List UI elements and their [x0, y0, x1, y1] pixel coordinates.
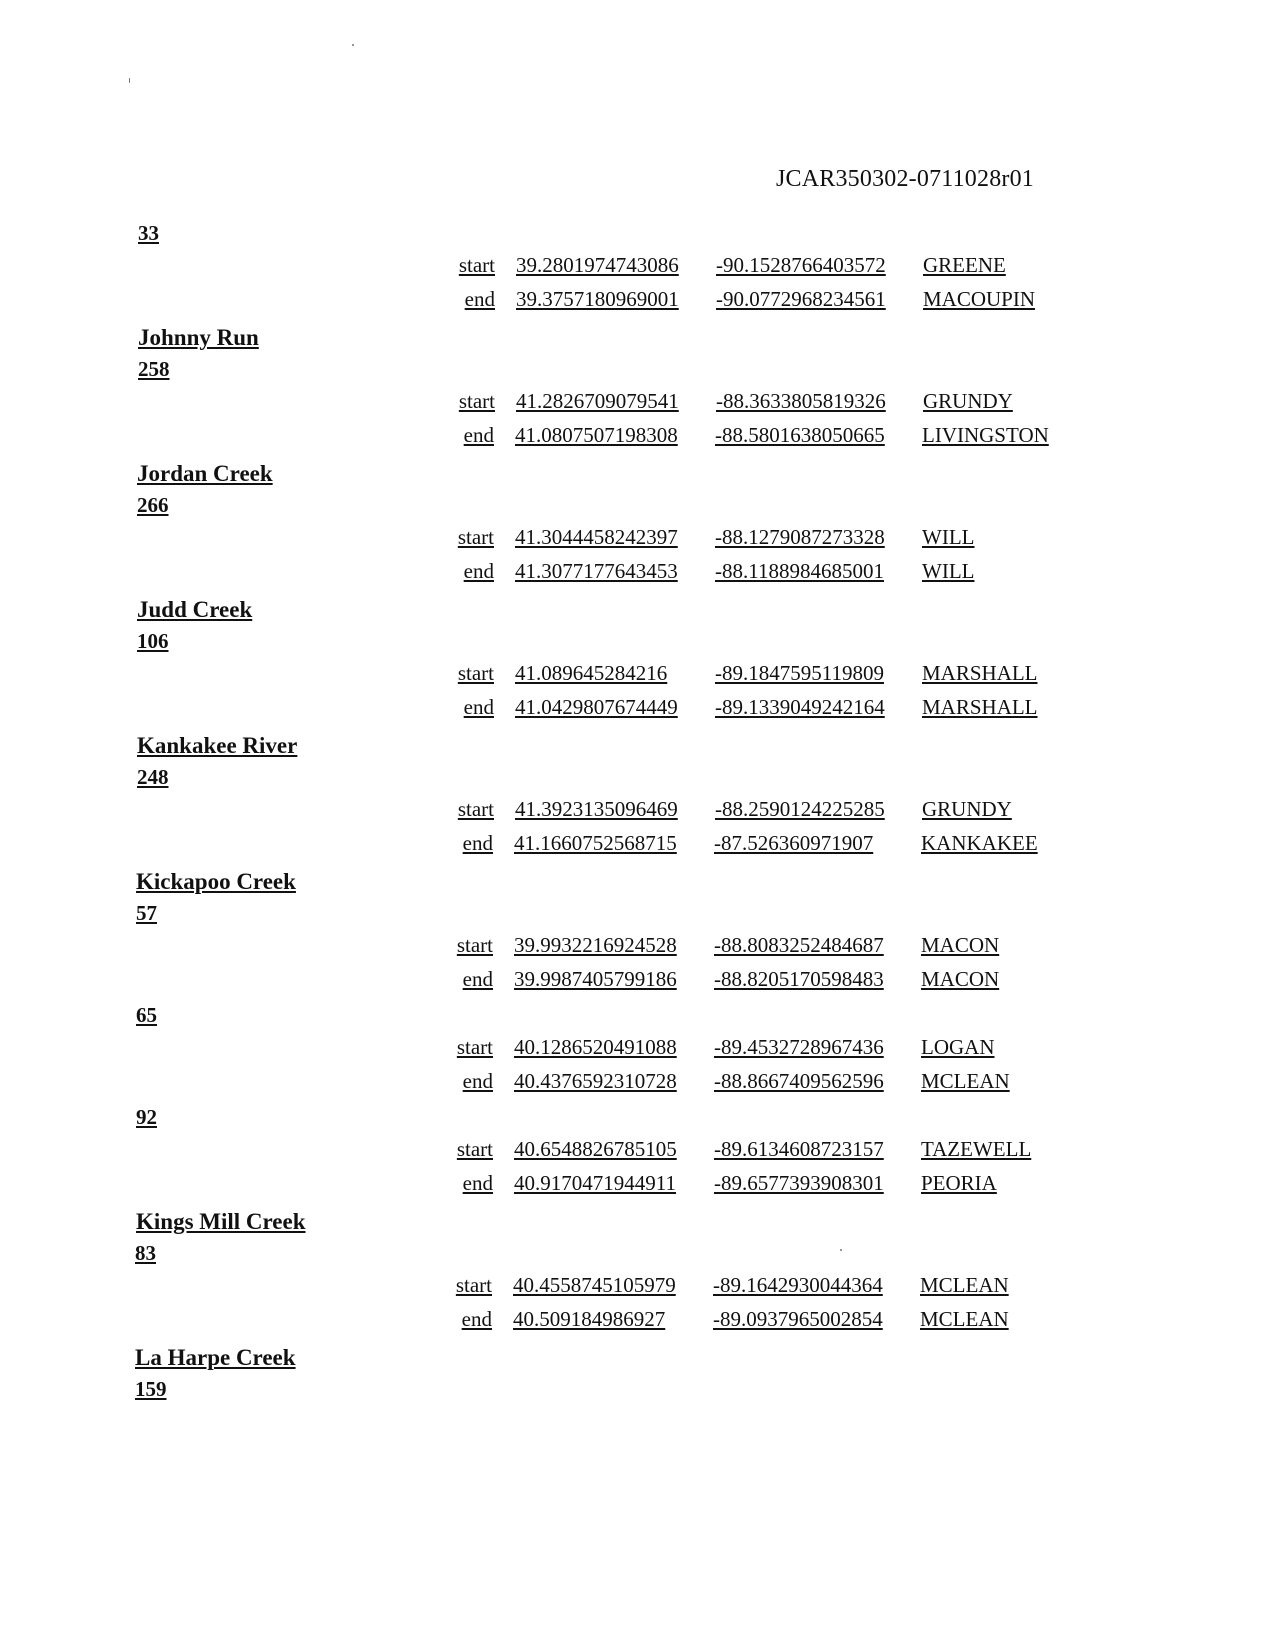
coordinate-row — [0, 933, 1276, 963]
longitude-value: -88.3633805819326 — [716, 389, 886, 413]
county-value: MCLEAN — [921, 1069, 1010, 1093]
county-value: MCLEAN — [920, 1307, 1009, 1331]
point-label: end — [462, 1171, 493, 1195]
coordinate-row — [0, 967, 1276, 997]
coordinate-row — [0, 525, 1276, 555]
segment-number: 248 — [137, 765, 169, 789]
segment-number: 83 — [135, 1241, 156, 1265]
document-id: JCAR350302-0711028r01 — [776, 166, 1034, 192]
coordinate-row — [0, 1069, 1276, 1099]
coordinate-row — [0, 1035, 1276, 1065]
coordinate-row — [0, 423, 1276, 453]
longitude-value: -88.5801638050665 — [715, 423, 885, 447]
latitude-value: 40.4376592310728 — [514, 1069, 677, 1093]
county-value: MARSHALL — [922, 661, 1038, 685]
latitude-value: 40.509184986927 — [513, 1307, 666, 1331]
segment-number: 65 — [136, 1003, 157, 1027]
stream-name: Johnny Run — [138, 325, 259, 350]
point-label: start — [458, 253, 495, 277]
county-value: LIVINGSTON — [922, 423, 1049, 447]
point-label: end — [464, 287, 495, 311]
point-label: end — [463, 423, 494, 447]
stream-name: La Harpe Creek — [135, 1345, 296, 1370]
county-value: GRUNDY — [923, 389, 1013, 413]
longitude-value: -90.1528766403572 — [716, 253, 886, 277]
coordinate-row — [0, 661, 1276, 691]
latitude-value: 40.6548826785105 — [514, 1137, 677, 1161]
segment-number: 159 — [135, 1377, 167, 1401]
county-value: WILL — [922, 559, 975, 583]
latitude-value: 41.3923135096469 — [515, 797, 678, 821]
point-label: start — [458, 389, 495, 413]
county-value: PEORIA — [921, 1171, 997, 1195]
stream-name: Kings Mill Creek — [136, 1209, 306, 1234]
longitude-value: -88.2590124225285 — [715, 797, 885, 821]
county-value: GREENE — [923, 253, 1006, 277]
latitude-value: 40.4558745105979 — [513, 1273, 676, 1297]
county-value: KANKAKEE — [921, 831, 1038, 855]
longitude-value: -88.8205170598483 — [714, 967, 884, 991]
county-value: TAZEWELL — [921, 1137, 1032, 1161]
latitude-value: 39.2801974743086 — [516, 253, 679, 277]
point-label: start — [457, 797, 494, 821]
latitude-value: 41.089645284216 — [515, 661, 668, 685]
point-label: end — [462, 1069, 493, 1093]
county-value: GRUNDY — [922, 797, 1012, 821]
segment-number: 266 — [137, 493, 169, 517]
point-label: start — [456, 1137, 493, 1161]
point-label: start — [456, 1035, 493, 1059]
stream-name: Jordan Creek — [137, 461, 273, 486]
scan-speck — [352, 44, 354, 46]
county-value: MCLEAN — [920, 1273, 1009, 1297]
coordinate-row — [0, 1307, 1276, 1337]
segment-number: 106 — [137, 629, 169, 653]
point-label: end — [461, 1307, 492, 1331]
county-value: MACON — [921, 967, 1000, 991]
latitude-value: 41.3077177643453 — [515, 559, 678, 583]
coordinate-row — [0, 287, 1276, 317]
longitude-value: -88.8667409562596 — [714, 1069, 884, 1093]
latitude-value: 41.0807507198308 — [515, 423, 678, 447]
longitude-value: -89.4532728967436 — [714, 1035, 884, 1059]
longitude-value: -89.1642930044364 — [713, 1273, 883, 1297]
point-label: end — [462, 831, 493, 855]
latitude-value: 41.0429807674449 — [515, 695, 678, 719]
longitude-value: -90.0772968234561 — [716, 287, 886, 311]
coordinate-row — [0, 389, 1276, 419]
coordinate-row — [0, 1273, 1276, 1303]
point-label: start — [457, 525, 494, 549]
coordinate-row — [0, 1171, 1276, 1201]
point-label: start — [455, 1273, 492, 1297]
coordinate-row — [0, 1137, 1276, 1167]
coordinate-row — [0, 797, 1276, 827]
longitude-value: -88.1188984685001 — [715, 559, 884, 583]
point-label: end — [463, 559, 494, 583]
county-value: WILL — [922, 525, 975, 549]
latitude-value: 39.3757180969001 — [516, 287, 679, 311]
stream-name: Kankakee River — [137, 733, 298, 758]
county-value: MARSHALL — [922, 695, 1038, 719]
stream-name: Kickapoo Creek — [136, 869, 296, 894]
coordinate-row — [0, 695, 1276, 725]
county-value: MACON — [921, 933, 1000, 957]
coordinate-row — [0, 559, 1276, 589]
point-label: start — [456, 933, 493, 957]
point-label: end — [462, 967, 493, 991]
segment-number: 92 — [136, 1105, 157, 1129]
latitude-value: 41.2826709079541 — [516, 389, 679, 413]
point-label: start — [457, 661, 494, 685]
point-label: end — [463, 695, 494, 719]
county-value: MACOUPIN — [923, 287, 1036, 311]
longitude-value: -89.6134608723157 — [714, 1137, 884, 1161]
longitude-value: -89.1847595119809 — [715, 661, 884, 685]
segment-number: 258 — [138, 357, 170, 381]
county-value: LOGAN — [921, 1035, 995, 1059]
longitude-value: -89.6577393908301 — [714, 1171, 884, 1195]
latitude-value: 39.9987405799186 — [514, 967, 677, 991]
segment-number: 33 — [138, 221, 159, 245]
coordinate-row — [0, 253, 1276, 283]
longitude-value: -89.1339049242164 — [715, 695, 885, 719]
latitude-value: 39.9932216924528 — [514, 933, 677, 957]
segment-number: 57 — [136, 901, 157, 925]
longitude-value: -88.8083252484687 — [714, 933, 884, 957]
longitude-value: -89.0937965002854 — [713, 1307, 883, 1331]
latitude-value: 40.1286520491088 — [514, 1035, 677, 1059]
longitude-value: -88.1279087273328 — [715, 525, 885, 549]
scan-speck — [840, 1249, 842, 1251]
scan-speck — [129, 78, 130, 83]
latitude-value: 41.3044458242397 — [515, 525, 678, 549]
latitude-value: 40.9170471944911 — [514, 1171, 676, 1195]
longitude-value: -87.526360971907 — [714, 831, 874, 855]
stream-name: Judd Creek — [137, 597, 253, 622]
coordinate-row — [0, 831, 1276, 861]
latitude-value: 41.1660752568715 — [514, 831, 677, 855]
